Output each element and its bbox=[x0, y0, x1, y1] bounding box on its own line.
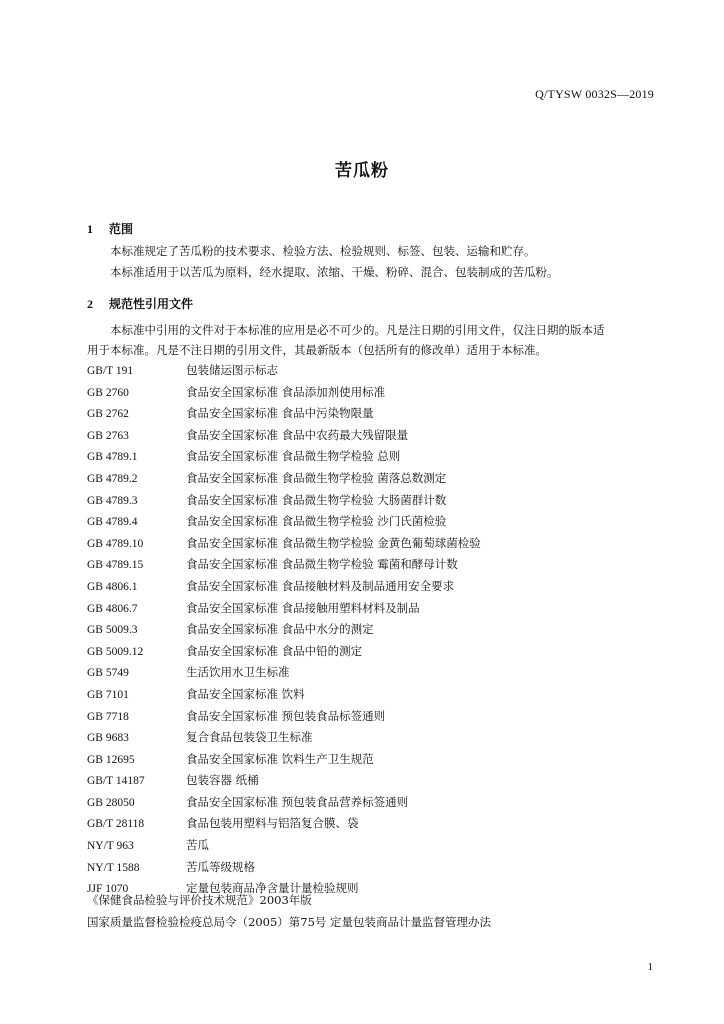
reference-item bbox=[87, 598, 657, 620]
section-2-title: 规范性引用文件 bbox=[109, 297, 194, 311]
reference-name: 生活饮用水卫生标准 bbox=[186, 665, 290, 680]
section-1-paragraph-1: 本标准规定了苦瓜粉的技术要求、检验方法、检验规则、标签、包装、运输和贮存。 bbox=[110, 244, 536, 258]
reference-item bbox=[87, 511, 657, 533]
reference-code: GB/T 14187 bbox=[87, 775, 145, 788]
reference-item bbox=[87, 490, 657, 512]
reference-name: 食品包装用塑料与铝箔复合膜、袋 bbox=[186, 816, 359, 831]
reference-name: 食品安全国家标准 食品微生物学检验 总则 bbox=[186, 449, 401, 464]
reference-code: NY/T 963 bbox=[87, 840, 134, 853]
standard-code: Q/TYSW 0032S—2019 bbox=[535, 87, 654, 101]
reference-name: 食品安全国家标准 饮料 bbox=[186, 686, 305, 701]
reference-name: 复合食品包装袋卫生标准 bbox=[186, 730, 313, 745]
reference-list bbox=[87, 360, 657, 900]
reference-code: GB/T 28118 bbox=[87, 818, 145, 831]
reference-code: GB 4789.3 bbox=[87, 494, 138, 507]
reference-code: GB 4789.10 bbox=[87, 537, 144, 550]
reference-item bbox=[87, 554, 657, 576]
reference-code: GB 28050 bbox=[87, 796, 135, 809]
reference-code: GB 2760 bbox=[87, 386, 129, 399]
reference-code: GB 5009.3 bbox=[87, 624, 138, 637]
reference-name: 食品安全国家标准 饮料生产卫生规范 bbox=[186, 751, 374, 766]
reference-code: GB 4789.4 bbox=[87, 516, 138, 529]
reference-code: GB 9683 bbox=[87, 732, 129, 745]
reference-extra-line-2: 国家质量监督检验检疫总局令（2005）第75号 定量包装商品计量监督管理办法 bbox=[87, 915, 492, 929]
reference-item bbox=[87, 792, 657, 814]
reference-item bbox=[87, 770, 657, 792]
reference-item bbox=[87, 662, 657, 684]
reference-name: 食品安全国家标准 食品中农药最大残留限量 bbox=[186, 427, 409, 442]
reference-code: JJF 1070 bbox=[87, 883, 129, 896]
reference-item bbox=[87, 835, 657, 857]
section-1-number: 1 bbox=[87, 222, 93, 236]
section-1-title: 范围 bbox=[109, 222, 134, 236]
reference-code: GB 12695 bbox=[87, 753, 135, 766]
reference-code: GB/T 191 bbox=[87, 365, 134, 377]
document-title: 苦瓜粉 bbox=[335, 161, 389, 181]
reference-name: 食品安全国家标准 食品微生物学检验 金黄色葡萄球菌检验 bbox=[186, 535, 481, 550]
reference-item bbox=[87, 576, 657, 598]
reference-code: GB 5749 bbox=[87, 667, 129, 680]
reference-name: 包装容器 纸桶 bbox=[186, 773, 259, 788]
reference-item bbox=[87, 382, 657, 404]
reference-name: 食品安全国家标准 食品中污染物限量 bbox=[186, 406, 374, 421]
section-1-paragraph-2: 本标准适用于以苦瓜为原料，经水提取、浓缩、干燥、粉碎、混合、包装制成的苦瓜粉。 bbox=[110, 265, 559, 279]
reference-name: 食品安全国家标准 食品接触用塑料材料及制品 bbox=[186, 600, 420, 615]
reference-name: 食品安全国家标准 食品微生物学检验 大肠菌群计数 bbox=[186, 492, 447, 507]
reference-name: 苦瓜 bbox=[186, 838, 209, 853]
reference-code: GB 2762 bbox=[87, 408, 129, 421]
reference-name: 食品安全国家标准 食品中水分的测定 bbox=[186, 622, 374, 637]
reference-item bbox=[87, 360, 657, 382]
reference-code: GB 4789.1 bbox=[87, 451, 138, 464]
section-2-intro-line-2: 用于本标准。凡是不注日期的引用文件，其最新版本（包括所有的修改单）适用于本标准。 bbox=[87, 343, 547, 357]
reference-item bbox=[87, 857, 657, 879]
reference-name: 食品安全国家标准 食品接触材料及制品通用安全要求 bbox=[186, 578, 455, 593]
reference-name: 食品安全国家标准 食品微生物学检验 沙门氏菌检验 bbox=[186, 514, 447, 529]
reference-code: GB 4806.7 bbox=[87, 602, 138, 615]
reference-item bbox=[87, 684, 657, 706]
reference-name: 包装储运图示标志 bbox=[186, 363, 278, 377]
reference-code: GB 7101 bbox=[87, 688, 129, 701]
section-2-number: 2 bbox=[87, 297, 93, 311]
reference-code: GB 2763 bbox=[87, 429, 129, 442]
reference-name: 食品安全国家标准 食品微生物学检验 霉菌和酵母计数 bbox=[186, 557, 458, 572]
reference-code: NY/T 1588 bbox=[87, 861, 140, 874]
reference-item bbox=[87, 468, 657, 490]
page-number: 1 bbox=[647, 961, 653, 973]
reference-item bbox=[87, 706, 657, 728]
reference-name: 食品安全国家标准 食品微生物学检验 菌落总数测定 bbox=[186, 470, 447, 485]
reference-name: 食品安全国家标准 食品添加剂使用标准 bbox=[186, 384, 386, 399]
reference-code: GB 4789.2 bbox=[87, 472, 138, 485]
reference-name: 苦瓜等级规格 bbox=[186, 859, 255, 874]
reference-item bbox=[87, 641, 657, 663]
reference-item bbox=[87, 749, 657, 771]
reference-name: 食品安全国家标准 预包装食品营养标签通则 bbox=[186, 794, 409, 809]
reference-item bbox=[87, 446, 657, 468]
section-1-heading bbox=[87, 220, 133, 237]
section-2-intro-line-1: 本标准中引用的文件对于本标准的应用是必不可少的。凡是注日期的引用文件，仅注日期的版本适 bbox=[110, 323, 605, 337]
reference-item bbox=[87, 403, 657, 425]
reference-name: 定量包装商品净含量计量检验规则 bbox=[186, 881, 359, 896]
reference-item bbox=[87, 619, 657, 641]
reference-item bbox=[87, 727, 657, 749]
reference-name: 食品安全国家标准 食品中铅的测定 bbox=[186, 643, 363, 658]
reference-code: GB 7718 bbox=[87, 710, 129, 723]
reference-code: GB 4789.15 bbox=[87, 559, 144, 572]
reference-extra-line-1: 《保健食品检验与评价技术规范》2003年版 bbox=[87, 893, 312, 907]
reference-code: GB 5009.12 bbox=[87, 645, 144, 658]
section-2-heading bbox=[87, 295, 193, 312]
reference-item bbox=[87, 425, 657, 447]
reference-code: GB 4806.1 bbox=[87, 580, 138, 593]
reference-name: 食品安全国家标准 预包装食品标签通则 bbox=[186, 708, 386, 723]
reference-item bbox=[87, 533, 657, 555]
reference-item bbox=[87, 813, 657, 835]
